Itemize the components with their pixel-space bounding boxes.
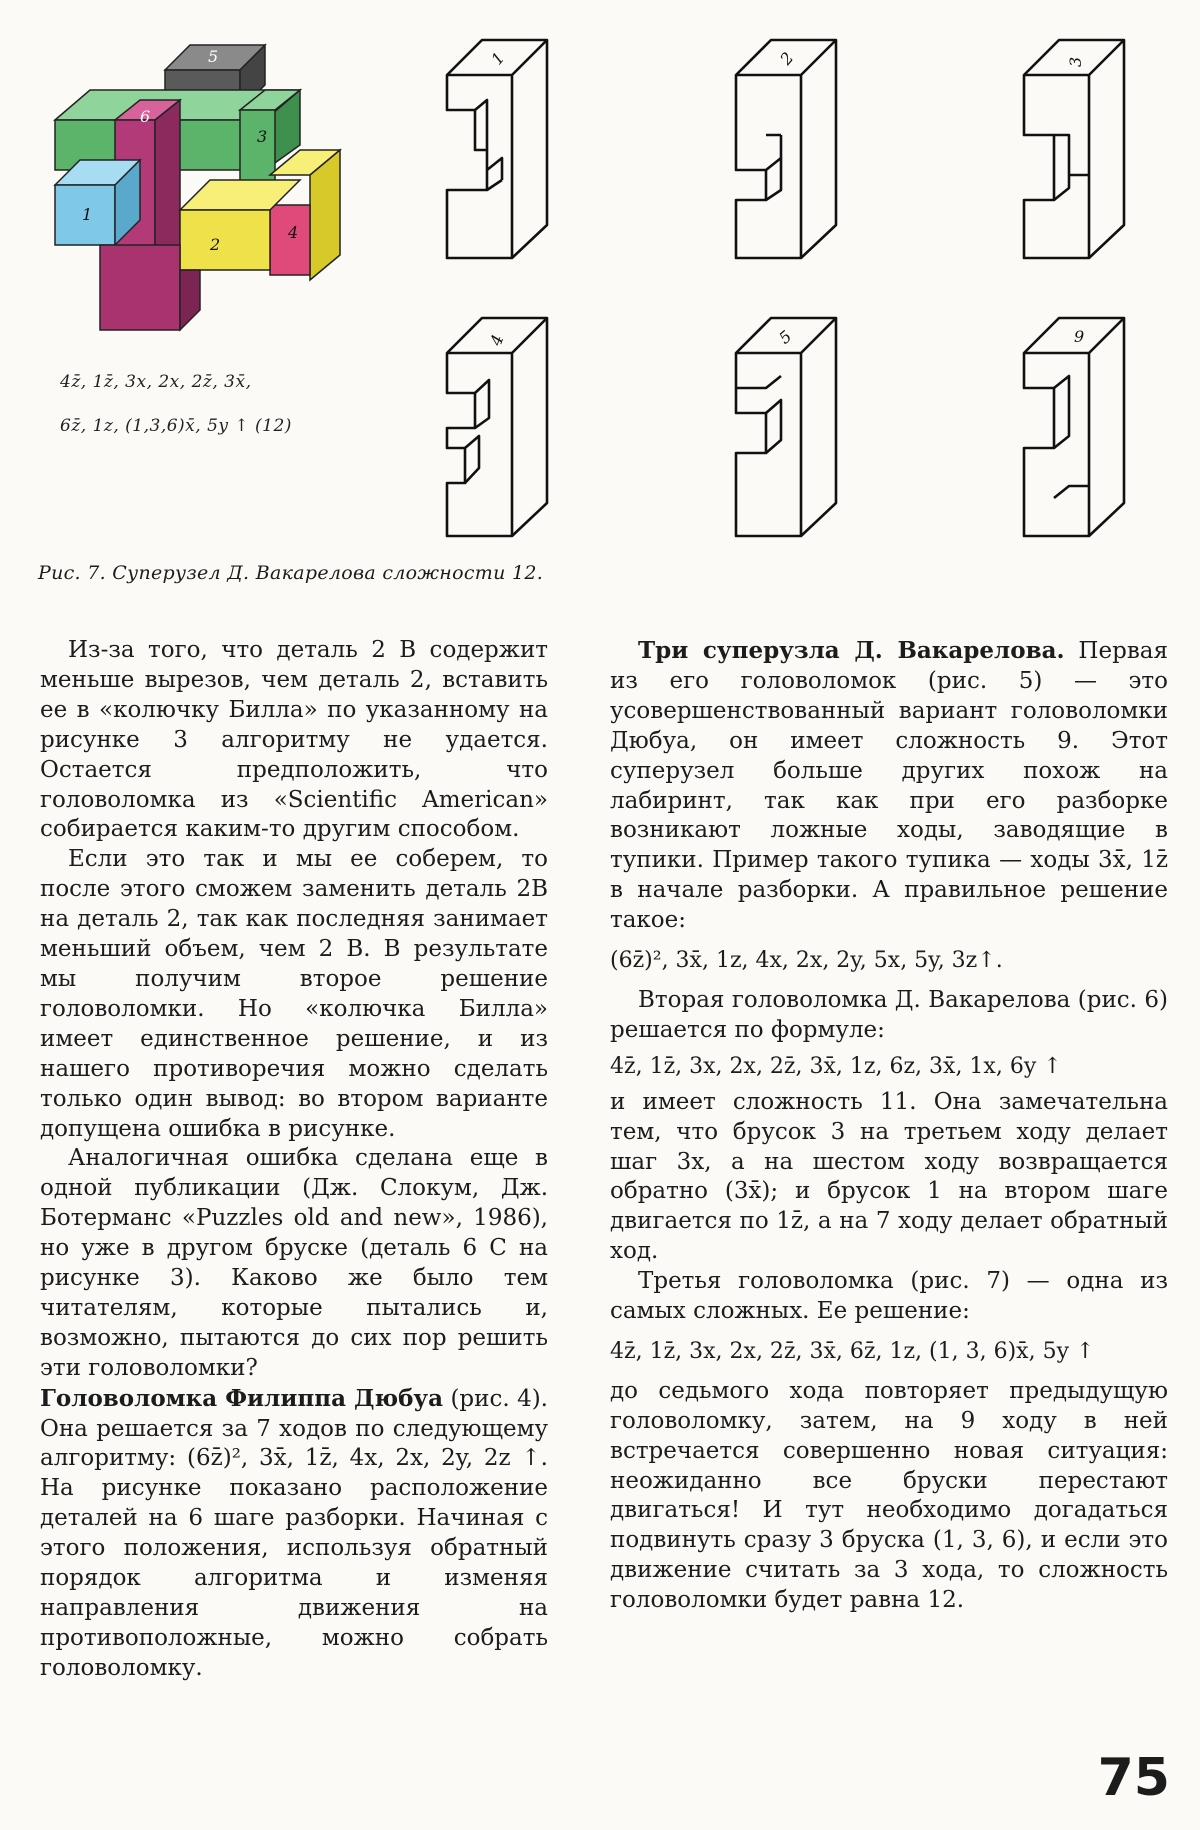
paragraph: и имеет сложность 11. Она замечательна тем, что брусок 3 на третьем ходу делает шаг 3x, а на шестом ходу возвращается обратно (3x̄); и брусок 1 на втором шаге двигается по 1z̄, а на 7 ходу делает обратный ход. (610, 1088, 1168, 1265)
piece-2 (736, 40, 836, 258)
paragraph: Если это так и мы ее соберем, то после этого сможем заменить деталь 2B на деталь 2, так как последняя занимает меньший объем, чем 2 B. В результате мы получим второе решение головоломки. Но «колючка Билла» имеет единственное решение, и из нашего противоречия можно сделать только один вывод: во втором варианте допущена ошибка в рисунке. (40, 846, 548, 1142)
piece-label-4: 4 (486, 331, 508, 349)
formula: 4z̄, 1z̄, 3x, 2x, 2z̄, 3x̄, 6z̄, 1z, (1, 3, 6)x̄, 5y ↑ (610, 1338, 1095, 1364)
cube-label-2: 2 (210, 235, 221, 254)
text-column-right (610, 636, 1168, 1616)
formula: (6z̄)², 3x̄, 1z, 4x, 2x, 2y, 5x, 5y, 3z↑. (610, 948, 1003, 974)
piece-label-3: 3 (1066, 56, 1085, 67)
cube-label-6: 6 (140, 107, 151, 126)
paragraph: Аналогичная ошибка сделана еще в одной публикации (Дж. Слокум, Дж. Ботерманс «Puzzles old and new», 1986), но уже в другом бруске (деталь 6 C на рисунке 3). Каково же было тем читателям, которые пытались и, возможно, пытаются до сих пор решить эти головоломки? (40, 1145, 548, 1381)
piece-label-1: 1 (487, 48, 509, 69)
paragraph: Третья головоломка (рис. 7) — одна из самых сложных. Ее решение: (610, 1268, 1168, 1325)
cube-label-3: 3 (257, 127, 268, 146)
figure-formula-line-1: 4z̄, 1z̄, 3x, 2x, 2z̄, 3x̄, (60, 372, 252, 392)
paragraph: Из-за того, что деталь 2 B содержит меньше вырезов, чем деталь 2, вставить ее в «колючку Билла» по указанному на рисунке 3 алгоритму не удается. Остается предположить, что головоломка из «Scientific American» собирается каким-то другим способом. (40, 637, 548, 843)
formula: 4z̄, 1z̄, 3x, 2x, 2z̄, 3x̄, 1z, 6z, 3x̄, 1x, 6y ↑ (610, 1053, 1062, 1079)
piece-label-5: 5 (775, 326, 796, 348)
section-heading: Три суперузла Д. Вакарелова. (638, 637, 1065, 664)
page-number: 75 (1097, 1748, 1170, 1808)
cube-assembly (55, 45, 340, 330)
paragraph-text: Первая из его головоломок (рис. 5) — это усовершенствованный вариант головоломки Дюбуа, он имеет сложность 9. Этот суперузел больше других похож на лабиринт, так как при его разборке возникают ложные ходы, заводящие в тупики. Пример такого тупика — ходы 3x̄, 1z̄ в начале разборки. А правильное решение такое: (610, 638, 1168, 934)
figure-caption: Рис. 7. Суперузел Д. Вакарелова сложности 12. (38, 562, 544, 584)
paragraph (40, 1384, 548, 1684)
text-column-left (40, 636, 548, 1684)
piece-3 (1024, 40, 1124, 258)
piece-label-9: 9 (1074, 327, 1085, 346)
cube-label-4: 4 (288, 223, 299, 242)
piece-label-2: 2 (776, 48, 798, 69)
piece-1 (447, 40, 547, 258)
figure-formula-line-2: 6z̄, 1z, (1,3,6)x̄, 5y ↑ (12) (60, 416, 292, 436)
figure-7 (0, 0, 1200, 560)
paragraph (610, 636, 1168, 936)
paragraph: до седьмого хода повторяет предыдущую головоломку, затем, на 9 ходу в ней встречается совершенно новая ситуация: неожиданно все бруски перестают двигаться! И тут необходимо догадаться подвинуть сразу 3 бруска (1, 3, 6), и если это движение считать за 3 хода, то сложность головоломки будет равна 12. (610, 1377, 1168, 1614)
piece-drawings (447, 40, 1124, 536)
paragraph-text: (рис. 4). Она решается за 7 ходов по следующему алгоритму: (6z̄)², 3x̄, 1z̄, 4x, 2x, 2y, 2z ↑. На рисунке показано расположение деталей на 6 шаге разборки. Начиная с этого положения, используя обратный порядок алгоритма и изменяя направления движения на противоположные, можно собрать головоломку. (40, 1385, 548, 1681)
paragraph: Вторая головоломка Д. Вакарелова (рис. 6) решается по формуле: (610, 986, 1168, 1043)
piece-4 (447, 318, 547, 536)
piece-5 (736, 318, 836, 536)
cube-label-5: 5 (208, 47, 219, 66)
cube-label-1: 1 (82, 205, 93, 224)
section-heading: Головоломка Филиппа Дюбуа (40, 1384, 444, 1412)
piece-9 (1024, 318, 1124, 536)
